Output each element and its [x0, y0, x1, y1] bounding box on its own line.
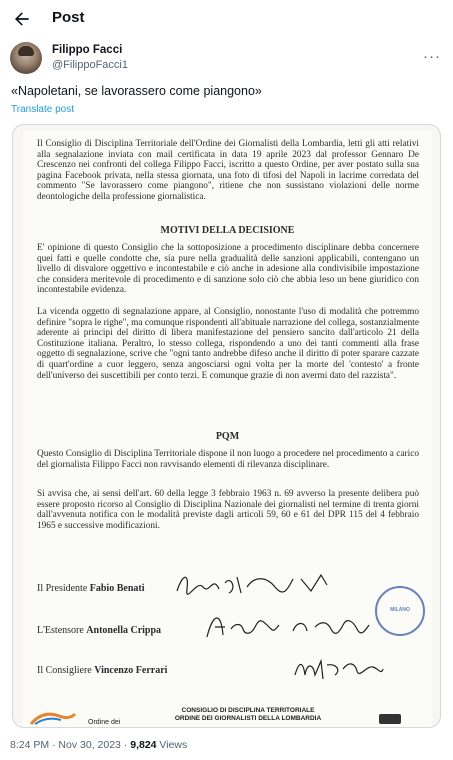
signature-president: Il Presidente Fabio Benati	[37, 583, 145, 594]
signature-consigliere: Il Consigliere Vincenzo Ferrari	[37, 665, 168, 676]
doc-para-1: E' opinione di questo Consiglio che la sottoposizione a procedimento disciplinare debba concernere quei fatti e quelle condotte che, sia pure nella gradualità delle sanzioni applicabili, contengano un livello di disvalore oggettivo e incontestabile e ciò anche in adesione alla condivisibile impostazione che considera meritevole di procedimento e di sanzione solo ciò che abbia leso un bene giuridico con incontestabile evidenza.	[37, 243, 419, 296]
tweet-text: «Napoletani, se lavorassero come piangono»	[11, 84, 262, 98]
footer-title: CONSIGLIO DI DISCIPLINA TERRITORIALE ORDINE DEI GIORNALISTI DELLA LOMBARDIA	[174, 707, 322, 722]
back-arrow-icon[interactable]	[12, 9, 32, 29]
official-stamp: MILANO	[375, 586, 425, 636]
author-row	[10, 42, 443, 76]
doc-intro: Il Consiglio di Disciplina Territoriale dell'Ordine dei Giornalisti della Lombardia, letti gli atti relativi alla segnalazione inviata con mail certificata in data 19 aprile 2023 dal professor Gennaro De Crescenzo nei confronti del collega Filippo Facci, iscritto a questo Ordine, per aver postato sulla sua pagina Facebook privata, nella stessa giornata, una foto di tifosi del Napoli in lacrime corredata del commento "Se lavorassero come piangono", ritiene che non sussistano violazioni delle norme deontologiche della professione giornalistica.	[37, 139, 419, 202]
footer-org-label: Ordine dei	[88, 719, 121, 726]
ordine-logo-icon	[29, 710, 77, 726]
signature-scribble-3	[291, 655, 391, 681]
doc-para-4: Si avvisa che, ai sensi dell'art. 60 della legge 3 febbraio 1963 n. 69 avverso la presente delibera può essere proposto ricorso al Consiglio di Disciplina Nazionale dei giornalisti nel termine di trenta giorni dall'avvenuta notifica con le modalità previste dagli articoli 59, 60 e 61 del DPR 115 del 4 febbraio 1965 e successive modificazioni.	[37, 489, 419, 531]
doc-para-3: Questo Consiglio di Disciplina Territoriale dispone il non luogo a procedere nel procedimento a carico del giornalista Filippo Facci non ravvisando elementi di rilevanza disciplinare.	[37, 449, 419, 470]
social-icons	[379, 714, 401, 724]
more-options-icon[interactable]: ···	[423, 48, 441, 65]
attached-image[interactable]	[12, 124, 441, 728]
post-meta: 8:24 PM · Nov 30, 2023 · 9,824 Views	[10, 739, 188, 751]
top-bar	[0, 0, 453, 38]
section-heading-motivi: MOTIVI DELLA DECISIONE	[160, 225, 295, 236]
page-title: Post	[52, 9, 85, 26]
avatar[interactable]	[10, 42, 42, 74]
author-name[interactable]: Filippo Facci	[52, 44, 123, 56]
signature-scribble-2	[201, 607, 381, 643]
translate-link[interactable]: Translate post	[11, 104, 74, 115]
signature-estensore: L'Estensore Antonella Crippa	[37, 625, 162, 636]
section-heading-pqm: PQM	[215, 431, 240, 442]
signature-scribble-1	[173, 569, 343, 599]
author-handle[interactable]: @FilippoFacci1	[52, 59, 128, 71]
doc-para-2: La vicenda oggetto di segnalazione appare, al Consiglio, nonostante l'uso di modalità che potremmo definire "sopra le righe", ma comunque rispondenti all'abituale narrazione del collega, sostanzialmente aderente ai principi del diritto di libera manifestazione del pensiero sancito dall'articolo 21 della Costituzione italiana. Peraltro, lo stesso collega, rispondendo a uno dei tanti commenti alla frase oggetto di segnalazione, scrive che "ogni tanto andrebbe difeso anche il diritto di poter sparare cazzate di quart'ordine a cuor leggero, senza angosciarsi ogni volta per la morte del 'contesto' a fronte dell'universo dei suscettibili per conto terzi. E comunque grazie di non avermi dato del razzista".	[37, 307, 419, 381]
document-page	[23, 131, 432, 728]
